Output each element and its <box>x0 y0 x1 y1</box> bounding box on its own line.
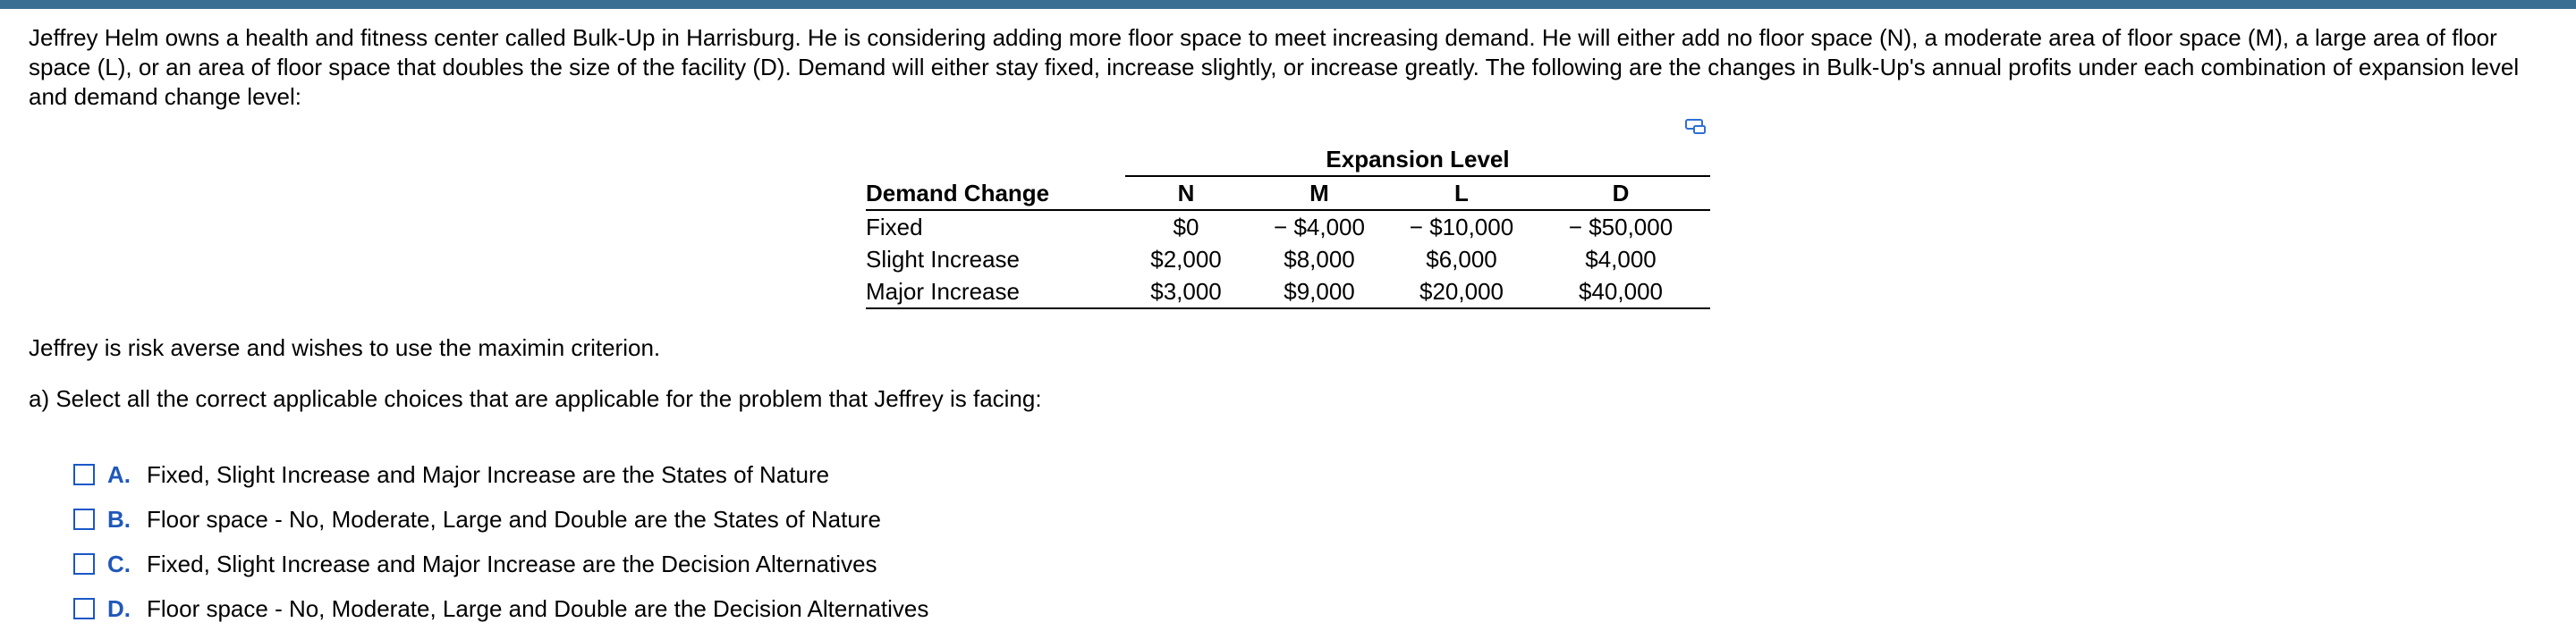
choice-d[interactable] <box>73 586 928 631</box>
profit-table <box>866 143 1710 309</box>
table-cell: $20,000 <box>1392 275 1531 308</box>
checkbox-d[interactable] <box>73 598 95 619</box>
question-prompt: a) Select all the correct applicable choices that are applicable for the problem that Jeffrey is facing: <box>29 385 1042 412</box>
demand-change-header: Demand Change <box>866 176 1125 210</box>
choice-text: Floor space - No, Moderate, Large and Double are the Decision Alternatives <box>147 594 929 622</box>
table-cell: $3,000 <box>1125 275 1247 308</box>
problem-content <box>29 23 2560 112</box>
table-cell: − $4,000 <box>1274 214 1365 240</box>
column-header-n: N <box>1125 176 1247 210</box>
choice-letter: A. <box>107 460 131 488</box>
table-cell: $6,000 <box>1426 246 1497 273</box>
checkbox-b[interactable] <box>73 509 95 530</box>
problem-intro: Jeffrey Helm owns a health and fitness center called Bulk-Up in Harrisburg. He is considering adding more floor space to meet increasing demand. He will either add no floor space (N), a moderate area of floor space (M), a large area of floor space (L), or an area of floor space that doubles the size of the facility (D). Demand will either stay fixed, increase slightly, or increase greatly. The following are the changes in Bulk-Up's annual profits under each combination of expansion level and demand change level: <box>29 24 2520 110</box>
answer-choices <box>73 452 928 631</box>
table-cell: $9,000 <box>1247 275 1392 308</box>
column-header-d: D <box>1531 176 1710 210</box>
choice-text: Fixed, Slight Increase and Major Increase are the States of Nature <box>147 460 830 488</box>
enlarge-table-icon[interactable] <box>1685 119 1707 135</box>
expansion-level-header: Expansion Level <box>1125 143 1710 176</box>
row-label: Fixed <box>866 214 923 240</box>
choice-a[interactable] <box>73 452 928 497</box>
choice-letter: D. <box>107 594 131 622</box>
checkbox-a[interactable] <box>73 464 95 485</box>
table-cell: − $50,000 <box>1568 214 1674 240</box>
table-cell: $0 <box>1173 214 1199 240</box>
table-cell: $8,000 <box>1284 246 1355 273</box>
table-row <box>866 210 1710 243</box>
top-bar <box>0 0 2576 9</box>
table-row <box>866 275 1710 308</box>
choice-b[interactable] <box>73 497 928 542</box>
column-header-m: M <box>1247 176 1392 210</box>
table-cell: − $10,000 <box>1409 214 1514 240</box>
choice-text: Fixed, Slight Increase and Major Increase are the Decision Alternatives <box>147 550 877 577</box>
table-cell: $4,000 <box>1585 246 1657 273</box>
table-cell: $2,000 <box>1150 246 1222 273</box>
choice-c[interactable] <box>73 542 928 586</box>
table-cell: $40,000 <box>1531 275 1710 308</box>
checkbox-c[interactable] <box>73 553 95 575</box>
table-row <box>866 243 1710 275</box>
choice-text: Floor space - No, Moderate, Large and Double are the States of Nature <box>147 505 881 533</box>
row-label: Major Increase <box>866 275 1125 308</box>
choice-letter: C. <box>107 550 131 577</box>
row-label: Slight Increase <box>866 246 1020 273</box>
choice-letter: B. <box>107 505 131 533</box>
column-header-l: L <box>1392 176 1531 210</box>
criterion-statement: Jeffrey is risk averse and wishes to use the maximin criterion. <box>29 334 661 361</box>
